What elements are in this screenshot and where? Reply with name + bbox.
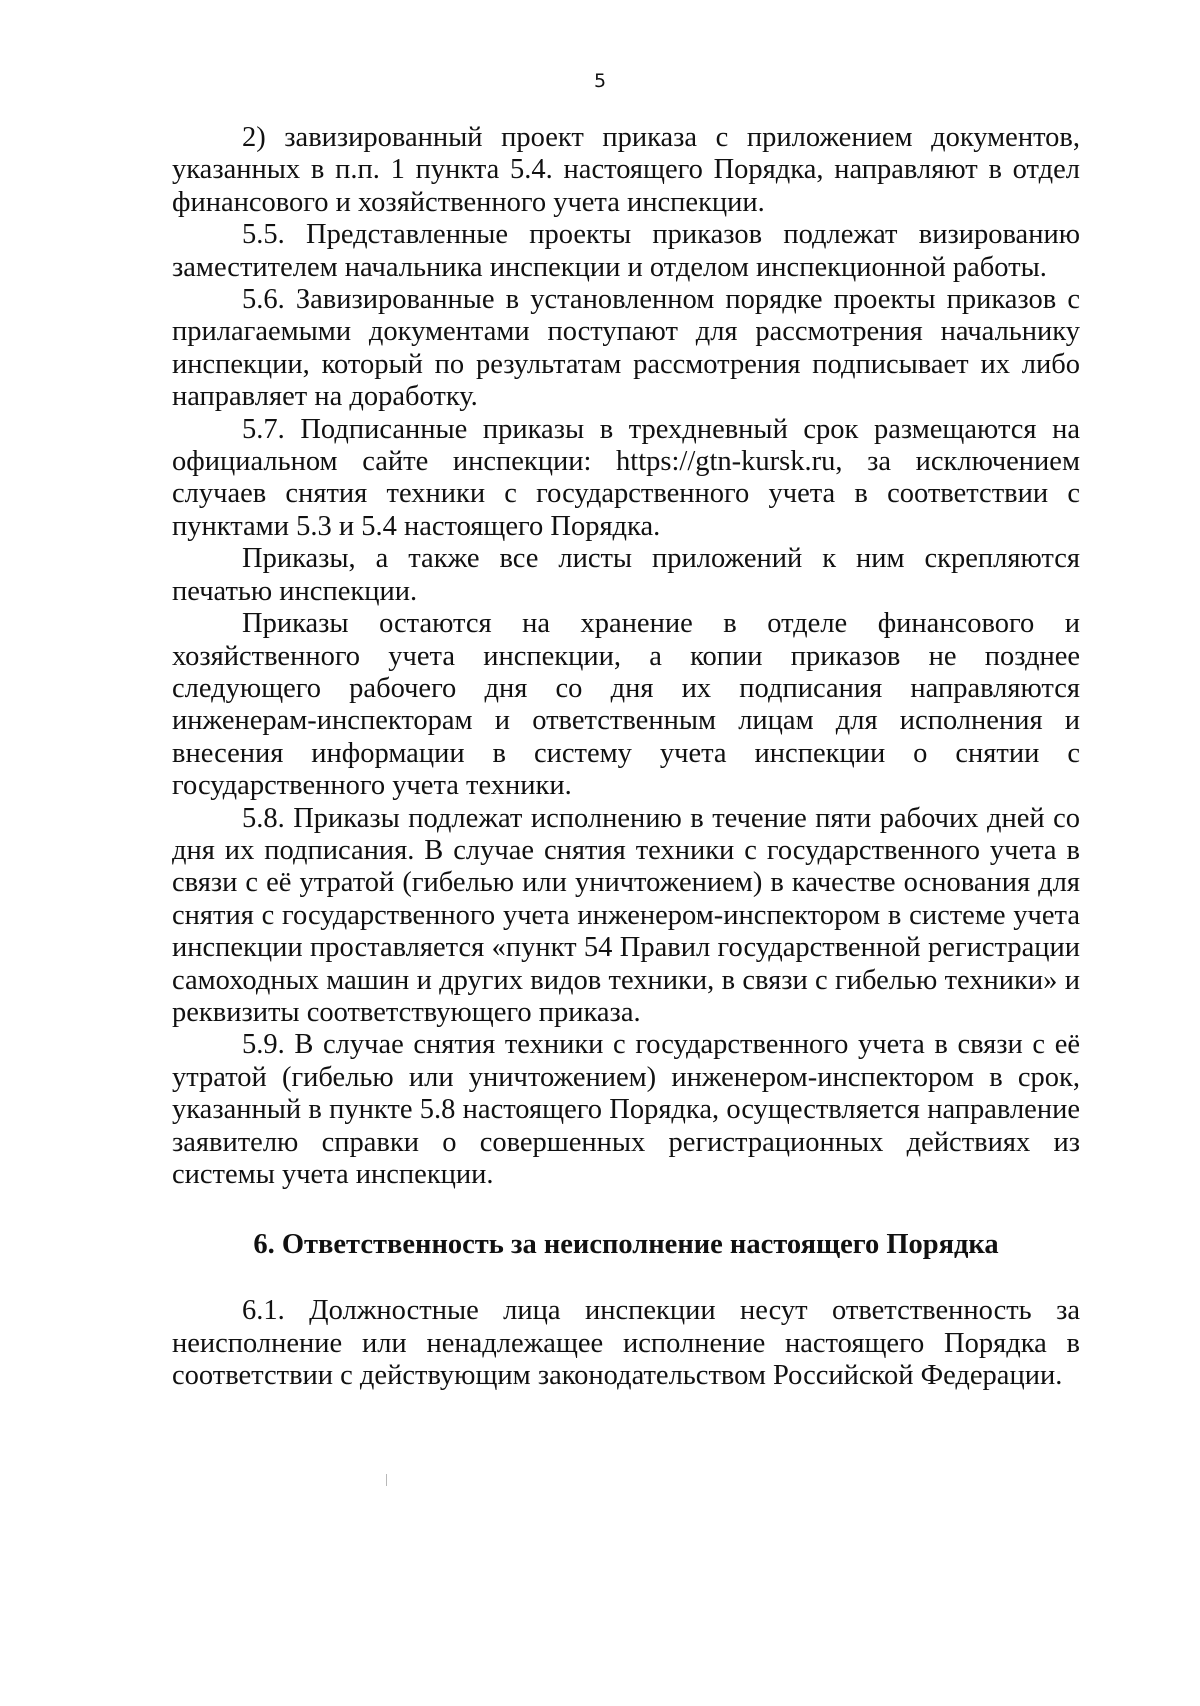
scan-speck bbox=[386, 1474, 387, 1486]
paragraph-5-4-item-2: 2) завизированный проект приказа с приложением документов, указанных в п.п. 1 пункта 5.4. настоящего Порядка, направляют в отдел финансового и хозяйственного учета инспекции. bbox=[172, 122, 1080, 218]
paragraph-5-7-stamp: Приказы, а также все листы приложений к ним скрепляются печатью инспекции. bbox=[172, 543, 1080, 607]
paragraph-6-1: 6.1. Должностные лица инспекции несут ответственность за неисполнение или ненадлежащее исполнение настоящего Порядка в соответствии с действующим законодательством Российской Федерации. bbox=[172, 1295, 1080, 1392]
page-number: 5 bbox=[593, 70, 607, 92]
section-6-heading: 6. Ответственность за неисполнение настоящего Порядка bbox=[253, 1229, 999, 1261]
document-body bbox=[172, 122, 1080, 1393]
paragraph-5-7: 5.7. Подписанные приказы в трехдневный срок размещаются на официальном сайте инспекции: https://gtn-kursk.ru, за исключением случаев снятия техники с государственного учета в соответствии с пунктами 5.3 и 5.4 настоящего Порядка. bbox=[172, 413, 1080, 542]
paragraph-5-6: 5.6. Завизированные в установленном порядке проекты приказов с прилагаемыми документами поступают для рассмотрения начальнику инспекции, который по результатам рассмотрения подписывает их либо направляет на доработку. bbox=[172, 284, 1080, 413]
paragraph-5-8: 5.8. Приказы подлежат исполнению в течение пяти рабочих дней со дня их подписания. В случае снятия техники с государственного учета в связи с её утратой (гибелью или уничтожением) в качестве основания для снятия с государственного учета инженером-инспектором в системе учета инспекции проставляется «пункт 54 Правил государственной регистрации самоходных машин и других видов техники, в связи с гибелью техники» и реквизиты соответствующего приказа. bbox=[172, 802, 1080, 1028]
paragraph-5-7-storage: Приказы остаются на хранение в отделе финансового и хозяйственного учета инспекции, а копии приказов не позднее следующего рабочего дня со дня их подписания направляются инженерам-инспекторам и ответственным лицам для исполнения и внесения информации в систему учета инспекции о снятии с государственного учета техники. bbox=[172, 608, 1080, 802]
paragraph-5-5: 5.5. Представленные проекты приказов подлежат визированию заместителем начальника инспекции и отделом инспекционной работы. bbox=[172, 219, 1080, 283]
paragraph-5-9: 5.9. В случае снятия техники с государственного учета в связи с её утратой (гибелью или уничтожением) инженером-инспектором в срок, указанный в пункте 5.8 настоящего Порядка, осуществляется направление заявителю справки о совершенных регистрационных действиях из системы учета инспекции. bbox=[172, 1029, 1080, 1190]
